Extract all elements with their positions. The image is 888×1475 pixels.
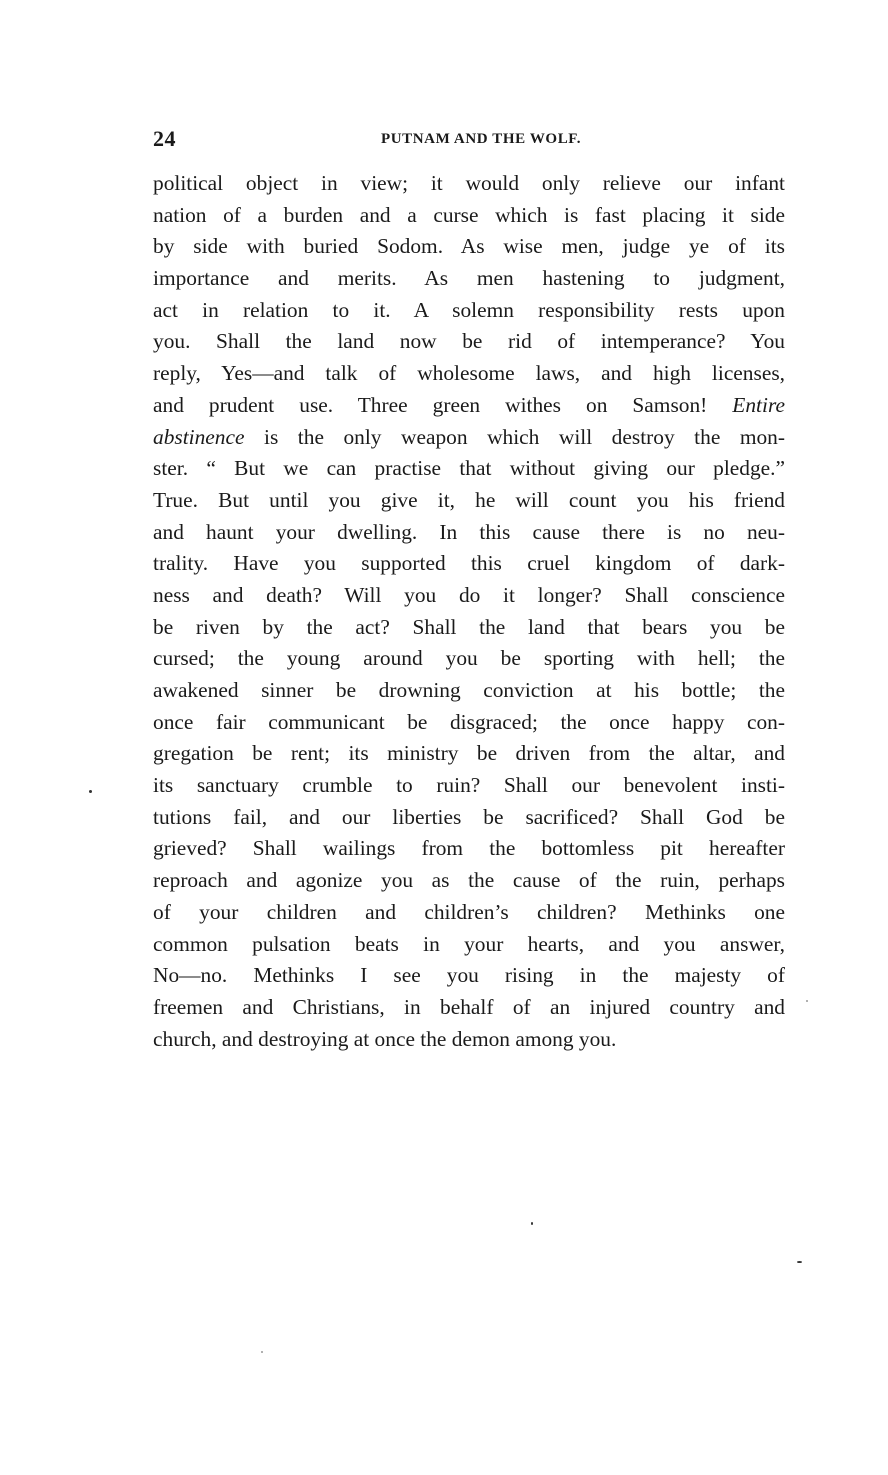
text-line: No—no. Methinks I see you rising in the majesty of [153, 963, 785, 988]
text-line: cursed; the young around you be sporting with hell; the [153, 646, 785, 671]
italic-phrase: Entire [732, 392, 785, 417]
text-line: awakened sinner be drowning conviction at his bottle; the [153, 678, 785, 702]
text-line: freemen and Christians, in behalf of an injured country and [153, 994, 785, 1019]
text-line: ster. “ But we can practise that without giving our pledge.” [153, 456, 785, 481]
text-segment: and prudent use. Three green withes on Samson! [153, 392, 708, 417]
text-segment: is the only weapon which will destroy the mon- [264, 424, 785, 449]
scan-speck [261, 1351, 263, 1353]
scan-speck [797, 1261, 802, 1263]
text-line-last: church, and destroying at once the demon among you. [153, 1026, 617, 1051]
text-line: tutions fail, and our liberties be sacrificed? Shall God be [153, 804, 785, 829]
body-paragraph [153, 168, 785, 1055]
text-line-with-italic [153, 422, 785, 454]
text-line: political object in view; it would only relieve our infant [153, 171, 785, 195]
text-line: common pulsation beats in your hearts, and you answer, [153, 931, 785, 956]
text-line: be riven by the act? Shall the land that bears you be [153, 614, 785, 639]
running-head [153, 124, 785, 156]
text-line: its sanctuary crumble to ruin? Shall our benevolent insti- [153, 773, 785, 798]
text-line: gregation be rent; its ministry be driven from the altar, and [153, 741, 785, 766]
scan-speck [806, 1000, 808, 1002]
running-title: PUTNAM AND THE WOLF. [380, 131, 582, 147]
scan-speck [89, 790, 92, 793]
text-line: ness and death? Will you do it longer? Shall conscience [153, 582, 785, 607]
text-line: you. Shall the land now be rid of intemperance? You [153, 329, 785, 354]
text-line: importance and merits. As men hastening to judgment, [153, 266, 785, 291]
text-line: act in relation to it. A solemn responsibility rests upon [153, 297, 785, 322]
text-line: reproach and agonize you as the cause of the ruin, perhaps [153, 868, 785, 893]
text-line: True. But until you give it, he will count you his friend [153, 487, 785, 512]
text-line-with-italic [153, 390, 785, 422]
text-line: by side with buried Sodom. As wise men, judge ye of its [153, 234, 785, 259]
text-line: grieved? Shall wailings from the bottomless pit hereafter [153, 836, 785, 861]
italic-phrase: abstinence [153, 424, 245, 449]
page-number: 24 [153, 126, 176, 151]
text-line: reply, Yes—and talk of wholesome laws, and high licenses, [153, 361, 785, 386]
text-line: trality. Have you supported this cruel kingdom of dark- [153, 551, 785, 576]
text-line: and haunt your dwelling. In this cause there is no neu- [153, 519, 785, 544]
text-line: once fair communicant be disgraced; the once happy con- [153, 709, 785, 734]
scan-speck [531, 1222, 533, 1225]
text-line: nation of a burden and a curse which is fast placing it side [153, 202, 785, 227]
text-line: of your children and children’s children? Methinks one [153, 899, 785, 924]
